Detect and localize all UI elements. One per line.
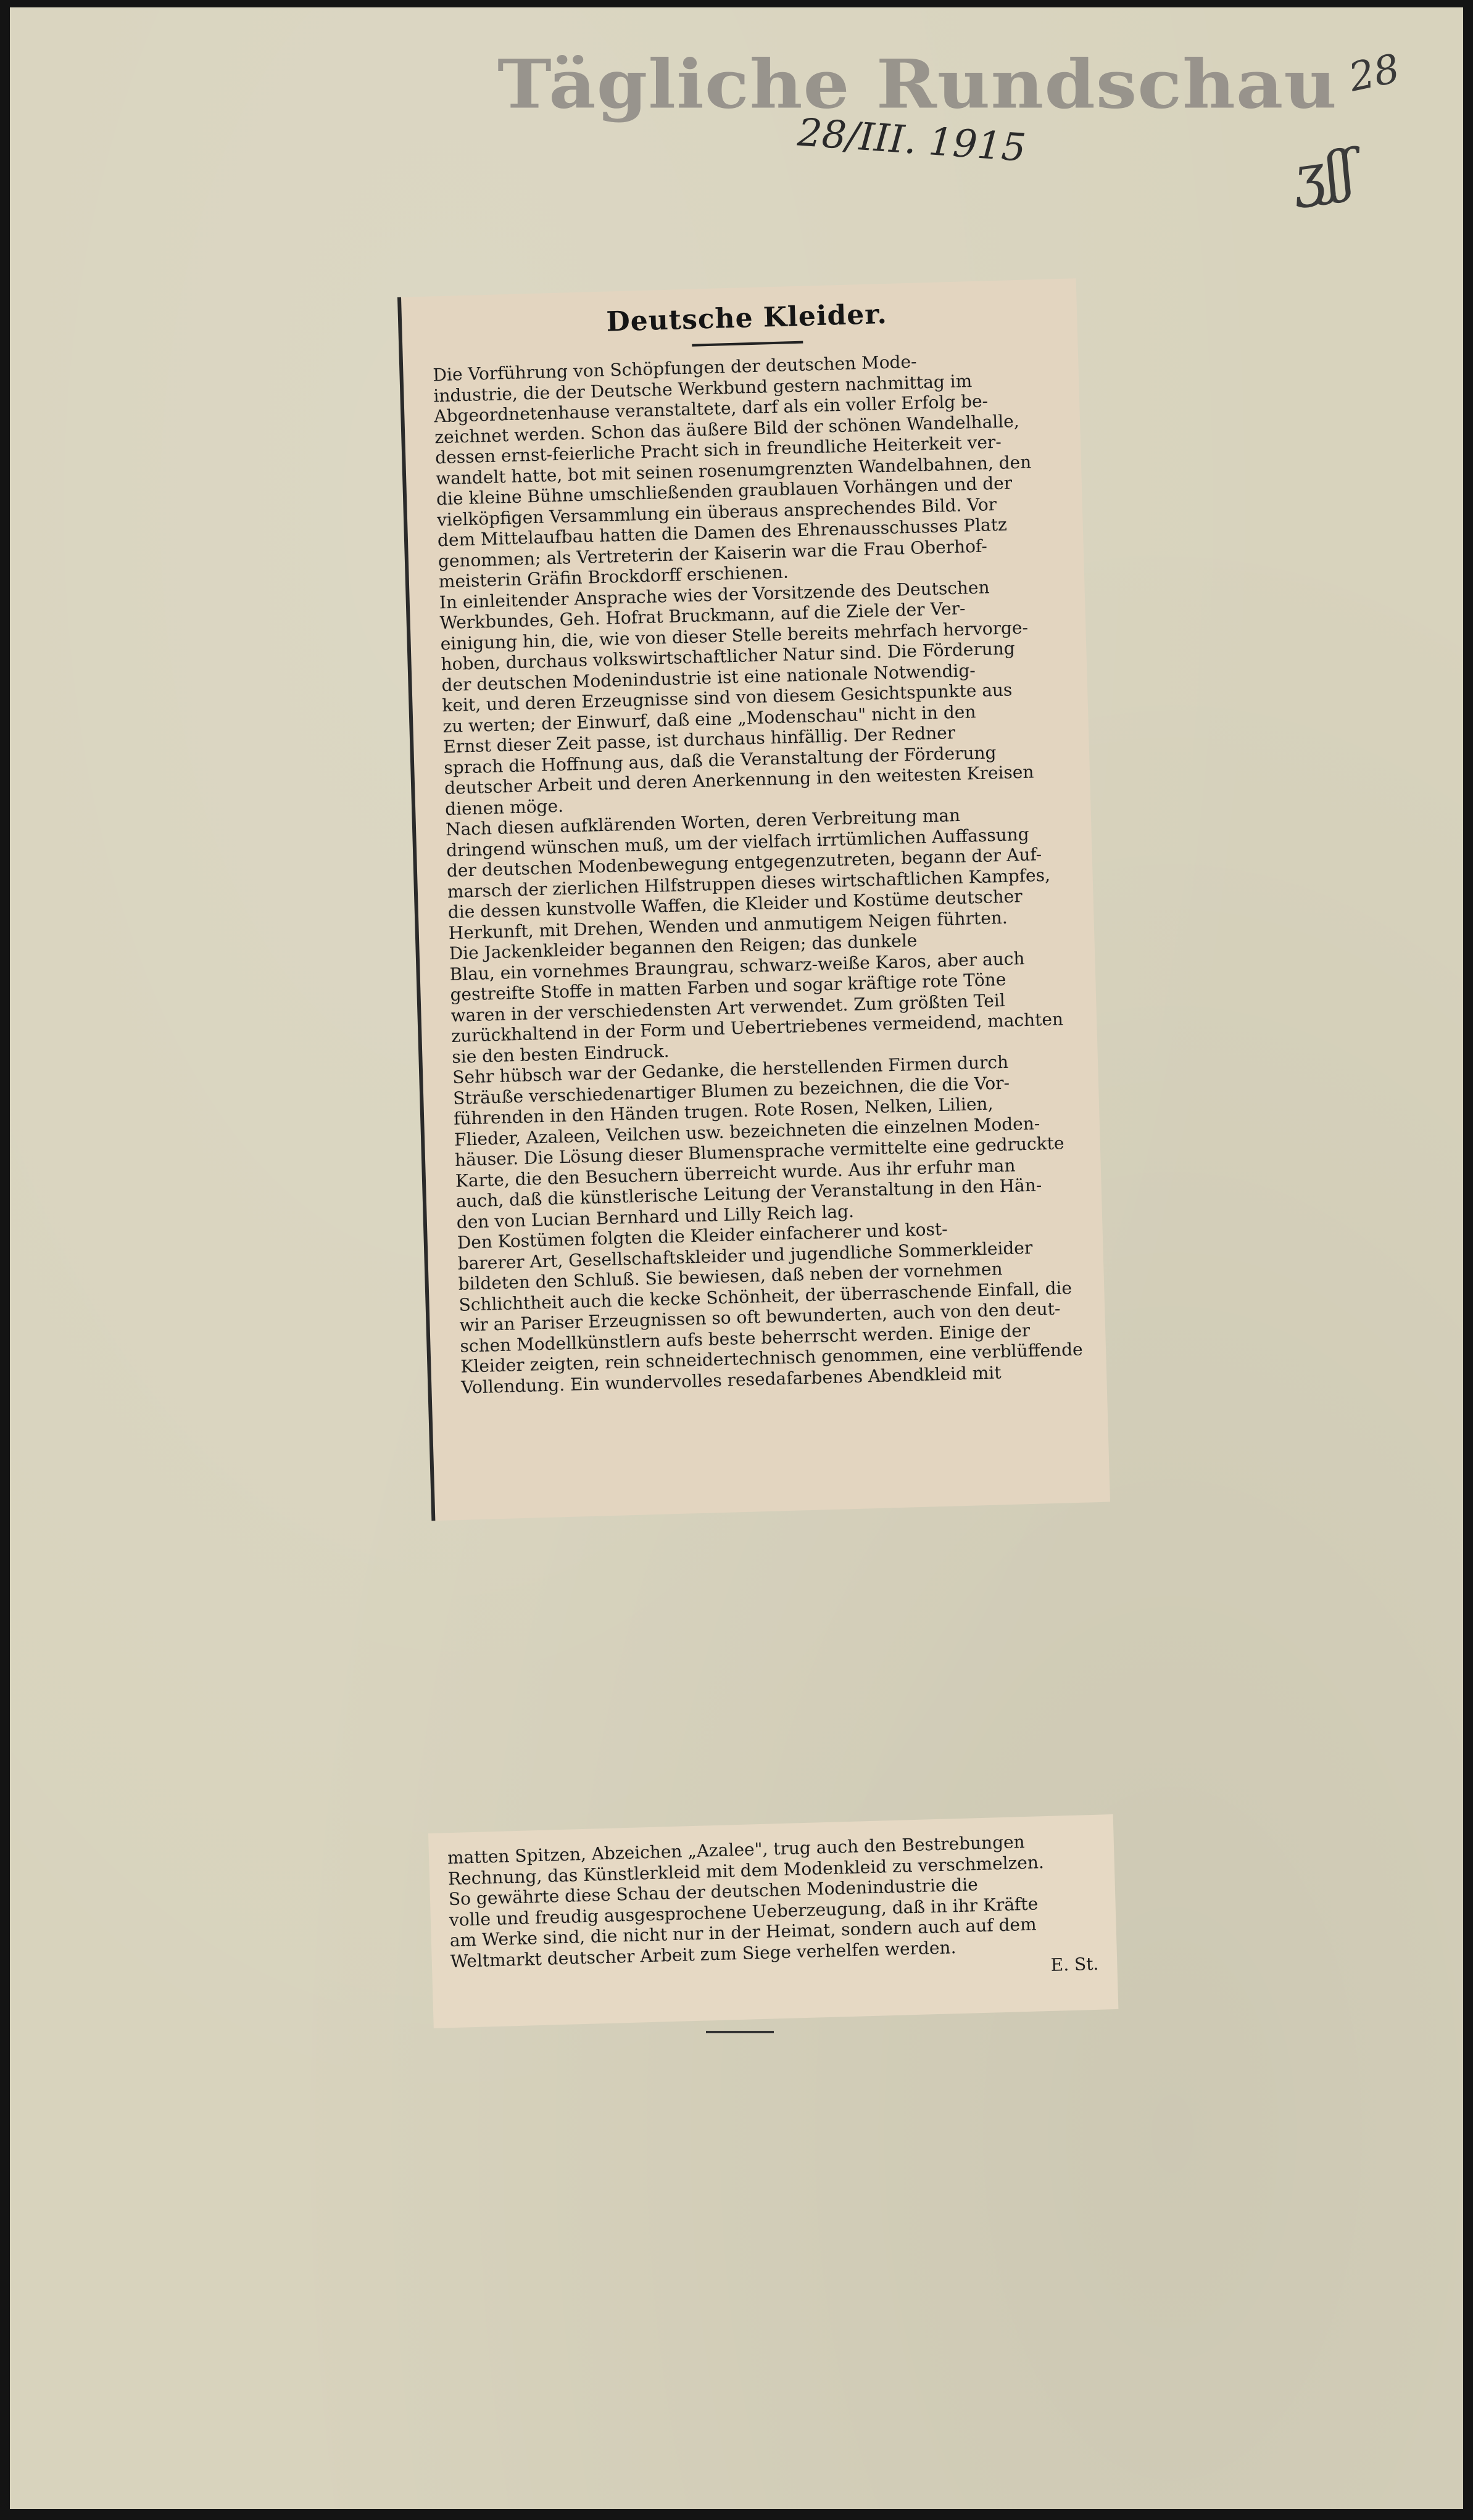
clipping-lower-part [428,1814,1118,2028]
archive-sheet [10,7,1463,2509]
article-body: Die Vorführung von Schöpfungen der deutschen Mode- industrie, die der Deutsche Werkbund gestern nachmittag im Abgeordnetenhause veranstaltete, darf als ein voller Erfolg be- zeichnet werden. Schon das äußere Bild der schönen Wandelhalle, dessen ernst-feierliche Pracht sich in freundliche Heiterkeit ver- wandelt hatte, bot mit seinen rosenumgrenzten Wandelbahnen, den die kleine Bühne umschließenden graublauen Vorhängen und der vielköpfigen Versammlung ein überaus ansprechendes Bild. Vor dem Mittelaufbau hatten die Damen des Ehrenausschusses Platz genommen; als Vertreterin der Kaiserin war die Frau Oberhof- meisterin Gräfin Brockdorff erschienen. In einleitender Ansprache wies der Vorsitzende des Deutschen Werkbundes, Geh. Hofrat Bruckmann, auf die Ziele der Ver- einigung hin, die, wie von dieser Stelle bereits mehrfach hervorge- hoben, durchaus volkswirtschaftlicher Natur sind. Die Förderung der deutschen Modenindustrie ist eine nationale Notwendig- keit, und deren Erzeugnisse sind von diesem Gesichtspunkte aus zu werten; der Einwurf, daß eine „Modenschau" nicht in den Ernst dieser Zeit passe, ist durchaus hinfällig. Der Redner sprach die Hoffnung aus, daß die Veranstaltung der Förderung deutscher Arbeit und deren Anerkennung in den weitesten Kreisen dienen möge. Nach diesen aufklärenden Worten, deren Verbreitung man dringend wünschen muß, um der vielfach irrtümlichen Auffassung der deutschen Modenbewegung entgegenzutreten, begann der Auf- marsch der zierlichen Hilfstruppen dieses wirtschaftlichen Kampfes, die dessen kunstvolle Waffen, die Kleider und Kostüme deutscher Herkunft, mit Drehen, Wenden und anmutigem Neigen führten. Die Jackenkleider begannen den Reigen; das dunkele Blau, ein vornehmes Braungrau, schwarz-weiße Karos, aber auch gestreifte Stoffe in matten Farben und sogar kräftige rote Töne waren in der verschiedensten Art verwendet. Zum größten Teil zurückhaltend in der Form und Uebertriebenes vermeidend, machten sie den besten Eindruck. Sehr hübsch war der Gedanke, die herstellenden Firmen durch Sträuße verschiedenartiger Blumen zu bezeichnen, die die Vor- führenden in den Händen trugen. Rote Rosen, Nelken, Lilien, Flieder, Azaleen, Veilchen usw. bezeichneten die einzelnen Moden- häuser. Die Lösung dieser Blumensprache vermittelte eine gedruckte Karte, die den Besuchern überreicht wurde. Aus ihr erfuhr man auch, daß die künstlerische Leitung der Veranstaltung in den Hän- den von Lucian Bernhard und Lilly Reich lag. Den Kostümen folgten die Kleider einfacherer und kost- barerer Art, Gesellschaftskleider und jugendliche Sommerkleider bildeten den Schluß. Sie bewiesen, daß neben der vornehmen Schlichtheit auch die kecke Schönheit, der überraschende Einfall, die wir an Pariser Erzeugnissen so oft bewunderten, auch von den deut- schen Modellkünstlern aufs beste beherrscht werden. Einige der Kleider zeigten, rein schneidertechnisch genommen, eine verblüffende Vollendung. Ein wundervolles resedafarbenes Abendkleid mit [433,351,1084,1398]
newspaper-clipping [397,297,1099,1975]
end-rule [706,2031,774,2033]
article-continuation: matten Spitzen, Abzeichen „Azalee", trug auch den Bestrebungen Rechnung, das Künstlerkleid mit dem Modenkleid zu verschmelzen. So gewährte diese Schau der deutschen Modenindustrie die volle und freudig ausgesprochene Ueberzeugung, daß in ihr Kräfte am Werke sind, die nicht nur in der Heimat, sondern auch auf dem Weltmarkt deutscher Arbeit zum Siege verhelfen werden. [447,1832,1045,1972]
handwritten-archive-number: ʒʃʃ [1288,137,1359,210]
article-signature: E. St. [1050,1953,1099,1975]
clipping-upper-part [397,278,1110,1521]
handwritten-date: 28/III. 1915 [796,109,1027,171]
newspaper-stamp: Tägliche Rundschau [497,44,1338,124]
article-headline: Deutsche Kleider. [605,298,888,338]
handwritten-mark-top-right: 28 [1345,46,1404,101]
headline-rule [692,341,803,347]
